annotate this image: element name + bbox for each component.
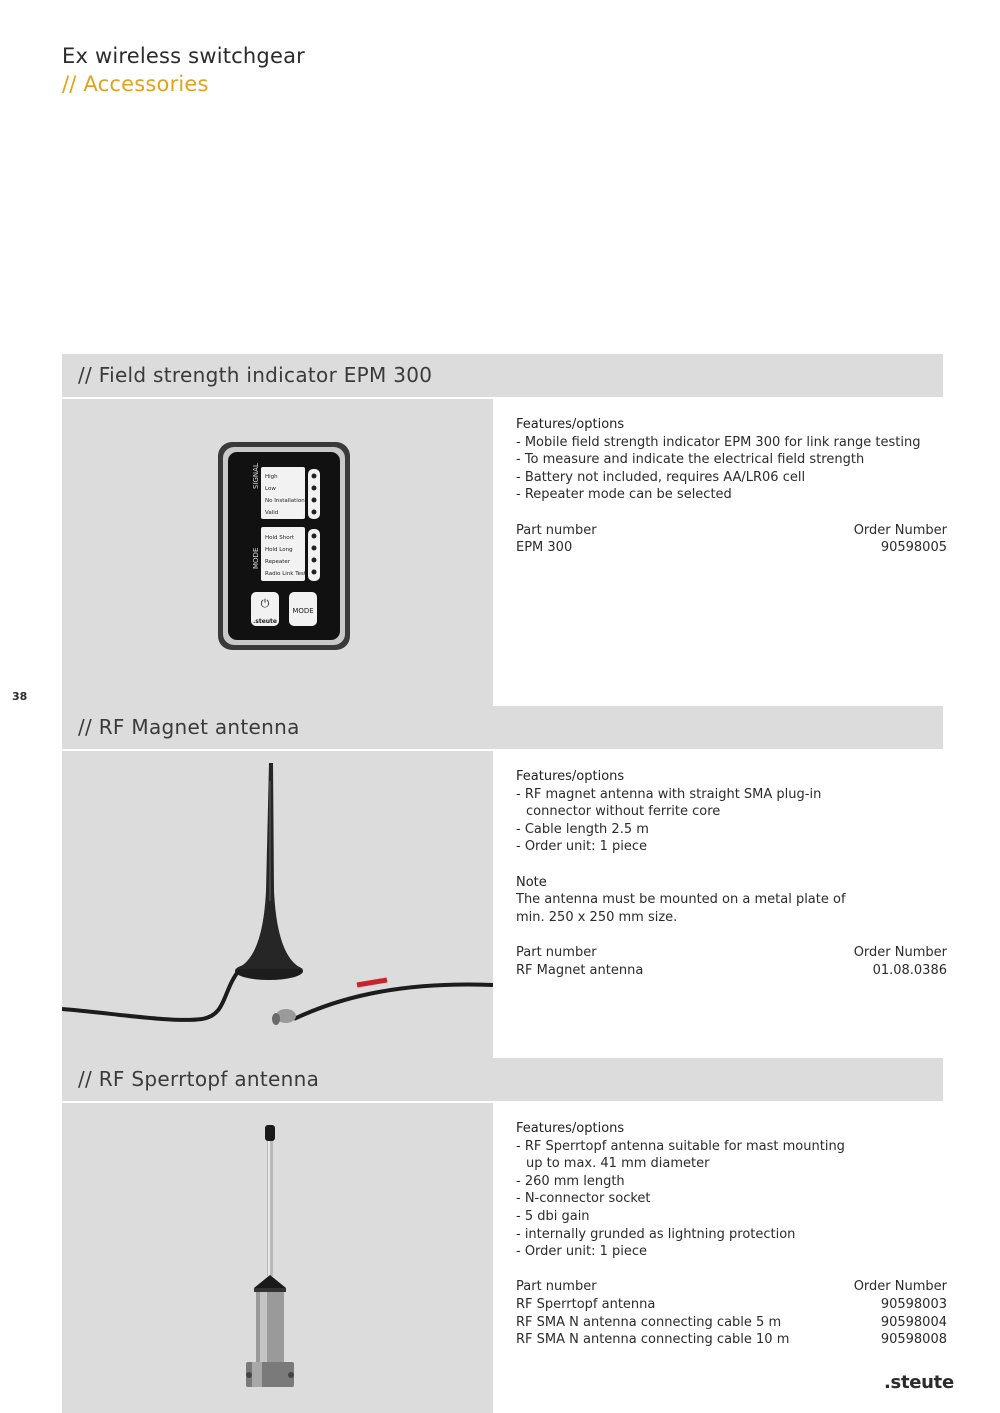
order-table <box>516 944 947 979</box>
signal-no-installation: No Installation <box>265 498 305 504</box>
part-number-header: Part number <box>516 1279 597 1295</box>
section-heading: // Field strength indicator EPM 300 <box>62 354 943 397</box>
feature-item: - To measure and indicate the electrical field strength <box>516 452 865 468</box>
feature-item: - internally grunded as lightning protection <box>516 1226 796 1242</box>
page-header-title: Ex wireless switchgear <box>62 44 305 68</box>
mode-label: MODE <box>252 547 260 569</box>
order-number-header: Order Number <box>853 944 947 960</box>
feature-item: - 260 mm length <box>516 1173 625 1189</box>
signal-high: High <box>265 474 278 480</box>
section-heading: // RF Sperrtopf antenna <box>62 1058 943 1101</box>
section-rf-sperrtopf-antenna <box>62 1058 947 1348</box>
features-list <box>516 786 876 856</box>
section-heading: // RF Magnet antenna <box>62 706 943 749</box>
features-label: Features/options <box>516 769 625 784</box>
table-row <box>516 1314 947 1332</box>
mode-hold-short: Hold Short <box>265 535 295 541</box>
order-number-header: Order Number <box>853 1279 947 1295</box>
product-image-rf-sperrtopf-antenna <box>62 1103 493 1413</box>
product-image-rf-magnet-antenna <box>62 751 493 1058</box>
order-number-cell: 90598005 <box>880 540 947 556</box>
feature-item: - Repeater mode can be selected <box>516 487 732 503</box>
order-table <box>516 1278 947 1348</box>
page-header-subtitle: // Accessories <box>62 72 209 96</box>
order-number-cell: 01.08.0386 <box>872 962 947 978</box>
feature-item: - RF Sperrtopf antenna suitable for mast mounting up to max. 41 mm diameter <box>516 1138 845 1172</box>
power-icon: ⏻ <box>260 597 270 610</box>
mode-button-label: MODE <box>292 607 314 615</box>
table-row <box>516 1296 947 1314</box>
part-number-header: Part number <box>516 944 597 960</box>
order-number-cell: 90598008 <box>880 1332 947 1348</box>
table-row <box>516 539 947 557</box>
mode-repeater: Repeater <box>265 559 291 565</box>
features-list <box>516 1138 861 1261</box>
field-strength-indicator-device <box>62 399 493 706</box>
order-table <box>516 522 947 557</box>
feature-item: - Battery not included, requires AA/LR06 cell <box>516 469 806 485</box>
magnet-antenna-illustration <box>62 751 493 1058</box>
feature-item: - Cable length 2.5 m <box>516 821 649 837</box>
feature-item: - RF magnet antenna with straight SMA plug-in connector without ferrite core <box>516 786 822 820</box>
order-number-cell: 90598004 <box>880 1314 947 1330</box>
signal-label: SIGNAL <box>252 463 260 489</box>
feature-item: - N-connector socket <box>516 1191 651 1207</box>
signal-low: Low <box>265 486 276 492</box>
part-number-header: Part number <box>516 522 597 538</box>
sperrtopf-antenna-illustration <box>62 1103 493 1413</box>
product-info-epm300 <box>516 416 947 557</box>
steute-logo: .steute <box>884 1372 954 1393</box>
part-number-cell: RF Sperrtopf antenna <box>516 1296 656 1312</box>
table-row <box>516 1331 947 1349</box>
note-text: The antenna must be mounted on a metal plate of min. 250 x 250 mm size. <box>516 892 846 925</box>
section-epm300 <box>62 354 947 625</box>
page-number: 38 <box>12 690 28 703</box>
order-number-header: Order Number <box>853 522 947 538</box>
product-info-rf-magnet-antenna <box>516 768 947 979</box>
feature-item: - Order unit: 1 piece <box>516 839 648 855</box>
note-label: Note <box>516 874 547 890</box>
features-label: Features/options <box>516 1121 625 1136</box>
product-info-rf-sperrtopf-antenna <box>516 1120 947 1349</box>
mode-hold-long: Hold Long <box>265 547 293 553</box>
section-rf-magnet-antenna <box>62 706 947 978</box>
part-number-cell: RF Magnet antenna <box>516 962 644 978</box>
device-brand: .steute <box>253 618 277 625</box>
features-list <box>516 434 947 504</box>
feature-item: - Mobile field strength indicator EPM 300 for link range testing <box>516 434 921 450</box>
part-number-cell: RF SMA N antenna connecting cable 10 m <box>516 1332 790 1348</box>
signal-valid: Valid <box>265 510 279 516</box>
feature-item: - Order unit: 1 piece <box>516 1244 648 1260</box>
features-label: Features/options <box>516 417 625 432</box>
order-number-cell: 90598003 <box>880 1296 947 1312</box>
table-row <box>516 962 947 980</box>
part-number-cell: EPM 300 <box>516 540 573 556</box>
feature-item: - 5 dbi gain <box>516 1208 590 1224</box>
product-image-epm300 <box>62 399 493 706</box>
part-number-cell: RF SMA N antenna connecting cable 5 m <box>516 1314 782 1330</box>
mode-radio-link-test: Radio Link Test <box>265 571 307 577</box>
